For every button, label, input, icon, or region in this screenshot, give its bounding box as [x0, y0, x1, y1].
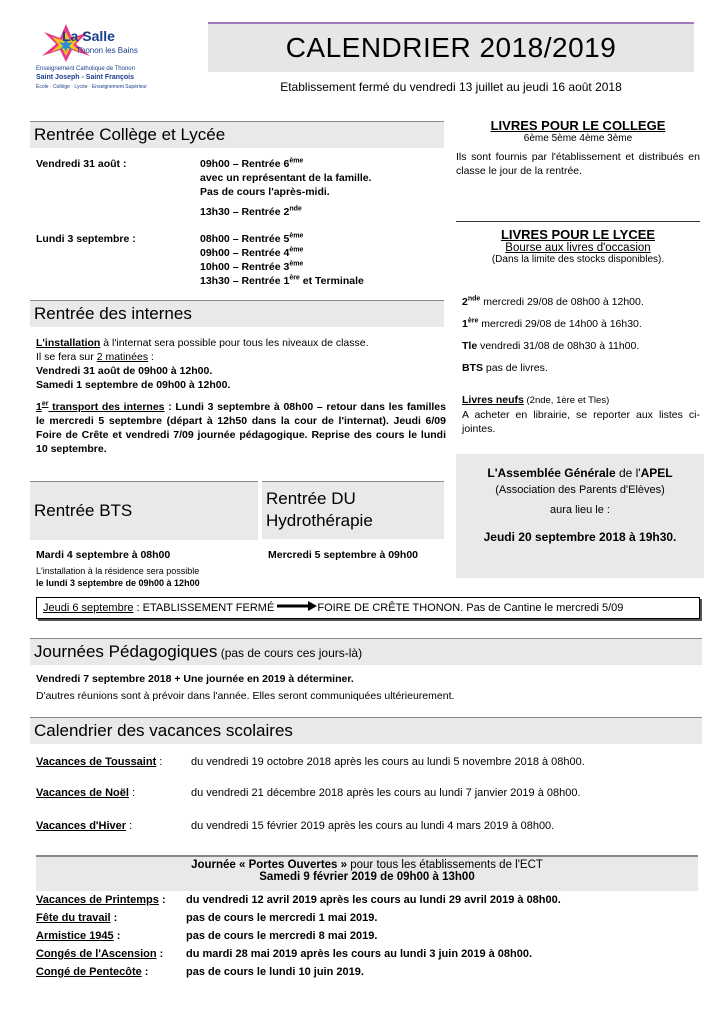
school-logo	[36, 22, 176, 102]
arrow-right-icon	[277, 598, 317, 618]
section-bts	[30, 481, 258, 540]
section-rentree-college	[30, 121, 444, 148]
title-box	[208, 22, 694, 72]
vendredi-details: 09h00 – Rentrée 6ème avec un représentant de la famille. Pas de cours l'après-midi. 13h30 – Rentrée 2nde	[200, 157, 372, 218]
du-date: Mercredi 5 septembre à 09h00	[268, 549, 418, 561]
section-title: Rentrée des internes	[34, 304, 192, 323]
section-title: Rentrée BTS	[34, 501, 133, 520]
logo-place: Thonon les Bains	[76, 46, 138, 55]
logo-line2: Saint Joseph - Saint François	[36, 74, 135, 81]
section-vacances	[30, 717, 702, 744]
livres-lycee	[456, 227, 700, 265]
livres-college-text: Ils sont fournis par l'établissement et distribués en classe le jour de la rentrée.	[456, 151, 700, 177]
bourse-label: Bourse aux livres d'occasion	[505, 242, 651, 254]
bts-note: L'installation à la résidence sera possible le lundi 3 septembre de 09h00 à 12h00	[36, 566, 200, 588]
livres-college	[456, 118, 700, 178]
lycee-schedule: 2nde mercredi 29/08 de 08h00 à 12h00. 1ère mercredi 29/08 de 14h00 à 16h30. Tle vendredi 31/08 de 08h30 à 11h00. BTS pas de livres.	[462, 295, 644, 374]
bts-date: Mardi 4 septembre à 08h00	[36, 549, 171, 561]
section-journees: Journées Pédagogiques (pas de cours ces jours-là)	[30, 638, 702, 665]
portes-ouvertes-box: Journée « Portes Ouvertes » pour tous les établissements de l'ECT Samedi 9 février 2019 de 09h00 à 13h00	[36, 855, 698, 891]
page-title: CALENDRIER 2018/2019	[285, 32, 617, 63]
closure-notice: Etablissement fermé du vendredi 13 juillet au jeudi 16 août 2018	[280, 80, 622, 94]
vacances-row: Vacances de Noël : du vendredi 21 décembre 2018 après les cours au lundi 7 janvier 2019 à 08h00.	[36, 787, 581, 799]
vacances-row: Vacances de Toussaint : du vendredi 19 octobre 2018 après les cours au lundi 5 novembre 2018 à 08h00.	[36, 756, 585, 768]
bottom-row: Vacances de Printemps : du vendredi 12 avril 2019 après les cours au lundi 29 avril 2019 à 08h00.	[36, 894, 561, 906]
bottom-row: Congés de l'Ascension : du mardi 28 mai 2019 après les cours au lundi 3 juin 2019 à 08h00.	[36, 948, 533, 960]
livres-lycee-title: LIVRES POUR LE LYCEE	[500, 227, 656, 242]
vendredi-label: Vendredi 31 août :	[36, 158, 127, 170]
lundi-label: Lundi 3 septembre :	[36, 233, 136, 245]
vacances-row: Vacances d'Hiver : du vendredi 15 février 2019 après les cours au lundi 4 mars 2019 à 08h00.	[36, 820, 555, 832]
apel-box: L'Assemblée Générale de l'APEL (Association des Parents d'Elèves) aura lieu le : Jeudi 20 septembre 2018 à 19h30.	[456, 454, 704, 578]
section-title: Calendrier des vacances scolaires	[34, 721, 293, 740]
section-title: Rentrée DU Hydrothérapie	[266, 489, 373, 530]
bottom-row: Fête du travail : pas de cours le mercredi 1 mai 2019.	[36, 912, 378, 924]
foire-notice: Jeudi 6 septembre : ETABLISSEMENT FERMÉ FOIRE DE CRÊTE THONON. Pas de Cantine le mercredi 5/09	[36, 597, 700, 619]
bottom-row: Congé de Pentecôte : pas de cours le lundi 10 juin 2019.	[36, 966, 364, 978]
internes-body: L'installation à l'internat sera possible pour tous les niveaux de classe. Il se fera sur 2 matinées : Vendredi 31 août de 09h00 à 12h00. Samedi 1 septembre de 09h00 à 12h00. 1er transport des internes : Lundi 3 septembre à 08h00 – retour dans les familles le mercredi 5 septembre (départ à 12h50 dans la cour de l'internat). Jeudi 6/09 Foire de Crête et vendredi 7/09 journée pédagogique. Reprise des cours le lundi 10 septembre.	[36, 337, 446, 455]
lundi-details: 08h00 – Rentrée 5ème 09h00 – Rentrée 4ème 10h00 – Rentrée 3ème 13h30 – Rentrée 1ère et Terminale	[200, 232, 364, 287]
livres-college-levels: 6ème 5ème 4ème 3ème	[523, 133, 633, 144]
section-title: Journées Pédagogiques	[34, 642, 218, 661]
divider	[456, 221, 700, 222]
section-title: Rentrée Collège et Lycée	[34, 125, 226, 144]
livres-college-title: LIVRES POUR LE COLLEGE	[490, 118, 666, 133]
logo-line3: École · Collège · Lycée · Enseignement Supérieur	[36, 84, 147, 90]
journees-body: Vendredi 7 septembre 2018 + Une journée en 2019 à déterminer. D'autres réunions sont à prévoir dans l'année. Elles seront communiquées ultérieurement.	[36, 673, 455, 702]
bourse-limit: (Dans la limite des stocks disponibles).	[491, 254, 665, 265]
bottom-row: Armistice 1945 : pas de cours le mercredi 8 mai 2019.	[36, 930, 378, 942]
logo-line1: Enseignement Catholique de Thonon	[36, 66, 135, 72]
livres-neufs: Livres neufs (2nde, 1ère et Tles) A acheter en librairie, se reporter aux listes ci-jointes.	[462, 394, 700, 435]
section-internes	[30, 300, 444, 327]
section-du	[262, 481, 444, 539]
logo-name: La Salle	[62, 28, 115, 44]
